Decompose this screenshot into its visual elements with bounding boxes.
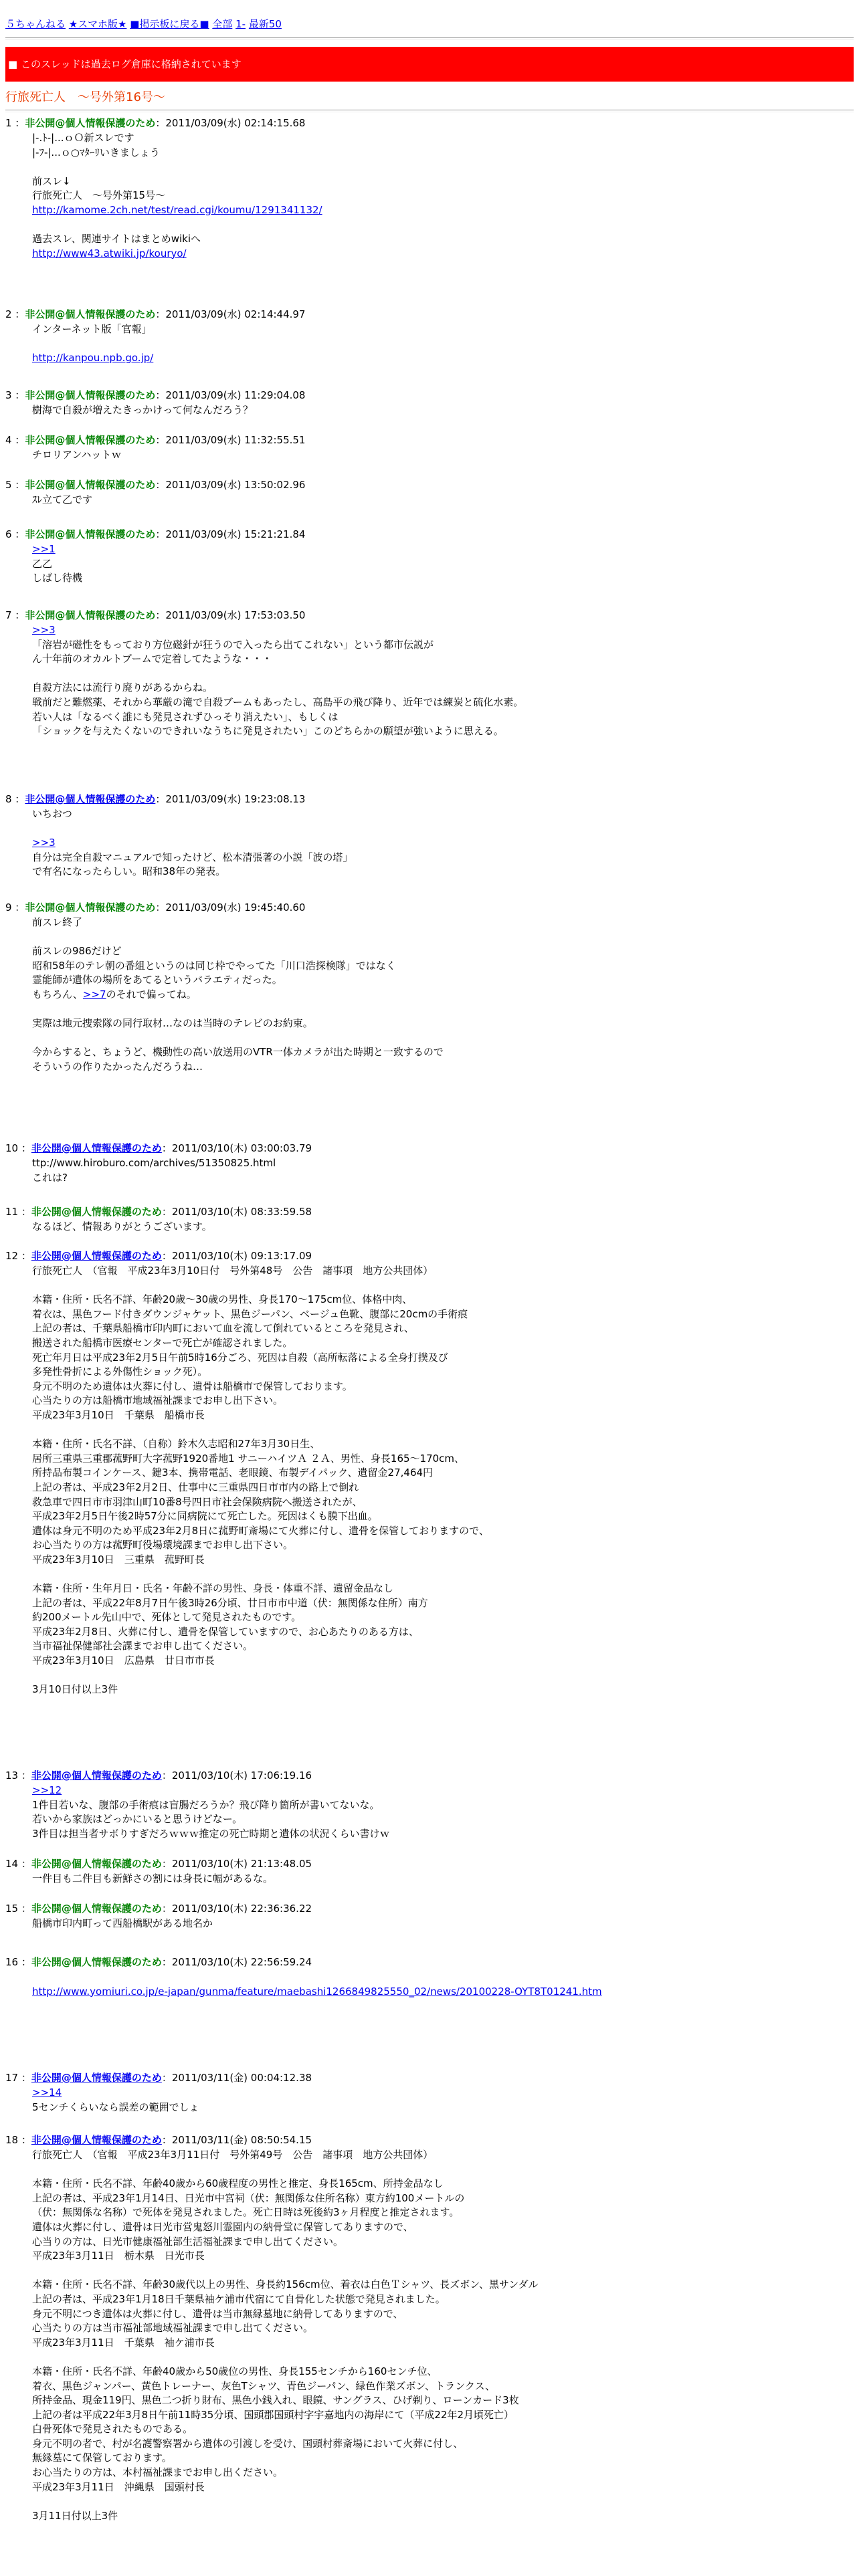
post-line [32, 2350, 848, 2365]
post-line [32, 1031, 848, 1046]
post-line: 若い人は「なるべく誰にも発見されずひっそり消えたい」、もしくは [32, 710, 339, 723]
post-line [32, 836, 848, 851]
post-date: ：2011/03/11(金) 00:04:12.38 [161, 2072, 312, 2084]
poster-name: 非公開@個人情報保護のため [31, 1903, 162, 1915]
post-date: ：2011/03/10(木) 21:13:48.05 [161, 1858, 312, 1870]
post-body [32, 623, 848, 739]
poster-name[interactable]: 非公開@個人情報保護のため [31, 1250, 162, 1262]
post-line: 白骨死体で発見されたものである。 [32, 2423, 193, 2436]
post-number[interactable]: 5 ： [5, 479, 25, 491]
post-line: 行旅死亡人 （官報 平成23年3月10日付 号外第48号 公告 諸事項 地方公共団体） [32, 1265, 434, 1277]
poster-name: 非公開@個人情報保護のため [31, 1206, 162, 1218]
post-line: 無縁墓にて保管しております。 [32, 2452, 172, 2464]
post-date: ：2011/03/11(金) 08:50:54.15 [161, 2134, 312, 2146]
post-number[interactable]: 17 ： [5, 2072, 31, 2084]
reply-anchor-link[interactable]: >>14 [32, 2086, 62, 2099]
post-line [32, 667, 848, 681]
post-line: 樹海で自殺が増えたきっかけって何なんだろう？ [32, 404, 254, 416]
post-body [32, 1220, 848, 1235]
post-body [32, 1917, 848, 1931]
post-line: 所持金品、現金119円、黒色二つ折り財布、黒色小銭入れ、眼鏡、サングラス、ひげ剃り、ローンカード3枚 [32, 2394, 519, 2407]
post-line: 所持品布製コインケース、鍵3本、携帯電話、老眼鏡、布製デイパック、遺留金27,464円 [32, 1467, 434, 1479]
nav-link-5ch[interactable]: ５ちゃんねる [5, 18, 66, 30]
post-line: 本籍・住所・氏名不詳、年齢20歳～30歳の男性、身長170～175cm位、体格中肉、 [32, 1293, 413, 1306]
post-line: 本籍・住所・氏名不詳、年齢40歳から50歳位の男性、身長155センチから160センチ位、 [32, 2365, 438, 2377]
post-line: 前スレ終了 [32, 916, 83, 928]
reply-anchor-link[interactable]: >>12 [32, 1784, 62, 1796]
post-line: 身元不明のため遺体は火葬に付し、遺骨は船橋市で保管しております。 [32, 1380, 353, 1392]
post-date: ：2011/03/09(水) 17:53:03.50 [155, 609, 306, 621]
post-date: ：2011/03/09(水) 11:29:04.08 [155, 389, 306, 401]
post-date: ：2011/03/10(木) 22:56:59.24 [161, 1956, 312, 1968]
poster-name[interactable]: 非公開@個人情報保護のため [31, 1769, 162, 1782]
post-line: 身元不明の者で、村が名護警察署から遺体の引渡しを受け、国頭村葬斎場において火葬に付し、 [32, 2437, 464, 2450]
post-body [32, 403, 848, 418]
post-body [32, 493, 848, 508]
post-line: インターネット版「官報」 [32, 323, 152, 335]
divider [5, 37, 854, 40]
post-line: ｽﾚ立て乙です [32, 494, 93, 506]
post-line [32, 930, 848, 945]
post-header [5, 308, 305, 322]
post-number[interactable]: 16 ： [5, 1956, 31, 1968]
post-line: 3月11日付以上3件 [32, 2509, 118, 2522]
post-line: 居所三重県三重郡菰野町大字菰野1920番地1 サニーハイツＡ ２Ａ、男性、身長165～170cm、 [32, 1452, 465, 1465]
post-number[interactable]: 8 ： [5, 793, 25, 805]
post-header [5, 1902, 312, 1917]
post-line: 心当たりの方は当市福祉部地域福祉課まで申し出てください。 [32, 2322, 314, 2335]
post-header [5, 2071, 312, 2086]
post-header [5, 609, 305, 623]
post-header [5, 1857, 312, 1872]
post-number[interactable]: 7 ： [5, 609, 25, 621]
post-header [5, 901, 305, 916]
post-line: 乙乙 [32, 557, 53, 570]
post-line: 昭和58年のテレ朝の番組というのは同じ枠でやってた「川口浩探検隊」ではなく [32, 959, 396, 972]
post-number[interactable]: 14 ： [5, 1858, 31, 1870]
poster-name[interactable]: 非公開@個人情報保護のため [31, 2134, 162, 2146]
nav-link-all[interactable]: 全部 [212, 18, 233, 30]
post-body [32, 916, 848, 1075]
post-number[interactable]: 4 ： [5, 434, 25, 446]
post-header [5, 389, 305, 403]
post-header [5, 478, 305, 493]
post-line: もちろん、>>7のそれで偏ってね。 [32, 988, 197, 1000]
post-line [32, 1985, 848, 2000]
post-date: ：2011/03/10(木) 08:33:59.58 [161, 1206, 312, 1218]
post-line [32, 1002, 848, 1017]
post-number[interactable]: 3 ： [5, 389, 25, 401]
post-line [32, 247, 848, 261]
poster-name: 非公開@個人情報保護のため [25, 528, 156, 540]
post-body [32, 542, 848, 586]
post-line: 多発性骨折による外傷性ショック死）。 [32, 1366, 208, 1378]
post-line [32, 203, 848, 218]
post-line: 本籍・住所・氏名不詳、年齢40歳から60歳程度の男性と推定、身長165cm、所持金品なし [32, 2177, 444, 2190]
post-line: 平成23年3月11日 千葉県 袖ケ浦市長 [32, 2336, 215, 2349]
poster-name[interactable]: 非公開@個人情報保護のため [31, 1142, 162, 1154]
post-header [5, 2133, 312, 2148]
nav-link-latest50[interactable]: 最新50 [248, 18, 282, 30]
post-line [32, 1279, 848, 1293]
archived-banner: ■ このスレッドは過去ログ倉庫に格納されています [5, 47, 854, 82]
post-line: （伏：無関係な名称）で死体を発見されました。死亡日時は死後約3ヶ月程度と推定されます。 [32, 2206, 460, 2219]
post-line: 平成23年3月10日 千葉県 船橋市長 [32, 1408, 205, 1421]
post-body [32, 2086, 848, 2115]
post-line [32, 1669, 848, 1683]
post-date: ：2011/03/09(水) 02:14:44.97 [155, 308, 306, 320]
divider [5, 110, 854, 112]
thread-title: 行旅死亡人 ～号外第16号～ [5, 90, 165, 104]
post-line: 過去スレ、関連サイトはまとめwikiへ [32, 233, 201, 245]
reply-anchor-link[interactable]: >>3 [32, 837, 56, 849]
post-line: 平成23年3月11日 栃木県 日光市長 [32, 2250, 205, 2262]
post-header [5, 116, 305, 131]
post-number[interactable]: 12 ： [5, 1250, 31, 1262]
post-body [32, 1970, 848, 1999]
post-line: 平成23年3月11日 沖縄県 国頭村長 [32, 2480, 205, 2493]
post-line: で有名になったらしい。昭和38年の発表。 [32, 865, 226, 878]
poster-name: 非公開@個人情報保護のため [25, 389, 156, 401]
post-date: ：2011/03/10(木) 09:13:17.09 [161, 1250, 312, 1262]
post-line: 船橋市印内町って西船橋駅がある地名か [32, 1917, 213, 1929]
top-navigation [5, 17, 282, 32]
poster-name: 非公開@個人情報保護のため [31, 1858, 162, 1870]
post-header [5, 792, 305, 807]
post-header [5, 1205, 312, 1220]
post-header [5, 1249, 312, 1264]
post-body [32, 1156, 848, 1185]
post-line [32, 2264, 848, 2278]
post-line: 3月10日付以上3件 [32, 1683, 118, 1696]
post-line: 上記の者は平成22年3月8日午前11時35分頃、国頭郡国頭村字宇嘉地内の海岸にて（平成22年2月頃死亡） [32, 2408, 514, 2421]
post-number[interactable]: 2 ： [5, 308, 25, 320]
post-number[interactable]: 15 ： [5, 1903, 31, 1915]
post-line: 約200メートル先山中で、死体として発見されたものです。 [32, 1611, 302, 1624]
poster-name: 非公開@個人情報保護のため [25, 901, 156, 914]
post-line: 平成23年2月8日、火葬に付し、遺骨を保管していますので、お心あたりのある方は、 [32, 1625, 419, 1638]
post-line [32, 1970, 848, 1985]
url-link[interactable]: http://www43.atwiki.jp/kouryo/ [32, 247, 187, 259]
poster-name: 非公開@個人情報保護のため [25, 609, 156, 621]
post-line: 自殺方法には流行り廃りがあるからね。 [32, 681, 213, 694]
post-line [32, 2494, 848, 2509]
post-line [32, 623, 848, 638]
post-line: 上記の者は、平成23年1月18日千葉県袖ケ浦市代宿にて自骨化した状態で発見されました。 [32, 2292, 446, 2305]
post-line: 平成23年3月10日 広島県 廿日市市長 [32, 1654, 215, 1667]
post-line: 心当たりの方は船橋市地域福祉課までお申し出下さい。 [32, 1394, 284, 1407]
post-line: 行旅死亡人 ～号外第15号～ [32, 189, 166, 202]
post-number[interactable]: 6 ： [5, 528, 25, 540]
post-line: 平成23年2月5日午後2時57分に同病院にて死亡した。死因はくも膜下出血。 [32, 1510, 378, 1523]
post-line: 心当りの方は、日光市健康福祉部生活福祉課まで申し出てください。 [32, 2235, 344, 2248]
nav-link-board[interactable]: ■掲示板に戻る■ [130, 18, 209, 30]
post-line: 3件目は担当者サボりすぎだろｗｗｗ推定の死亡時期と遺体の状況くらい書けｗ [32, 1827, 390, 1840]
nav-link-smartphone[interactable]: ★スマホ版★ [68, 18, 127, 30]
post-date: ：2011/03/09(水) 02:14:15.68 [155, 117, 306, 129]
post-header [5, 1955, 312, 1970]
post-line: 今からすると、ちょうど、機動性の高い放送用のVTR一体カメラが出た時期と一致するので [32, 1046, 444, 1059]
post-line: 一件目も二件目も新鮮さの割には身長に幅があるな。 [32, 1872, 274, 1885]
post-line: 身元不明につき遺体は火葬に付し、遺骨は当市無縁墓地に納骨してありますので、 [32, 2307, 403, 2320]
post-line: 着衣は、黒色フード付きダウンジャケット、黒色ジーパン、ベージュ色靴、腹部に20cmの手術痕 [32, 1307, 468, 1320]
poster-name[interactable]: 非公開@個人情報保護のため [31, 2072, 162, 2084]
post-date: ：2011/03/10(木) 17:06:19.16 [161, 1769, 312, 1782]
post-line: 戦前だと難燃薬、それから華厳の滝で自殺ブームもあったし、高島平の飛び降り、近年では練炭と硫化水素。 [32, 695, 524, 708]
post-number[interactable]: 10 ： [5, 1142, 31, 1154]
poster-name: 非公開@個人情報保護のため [25, 308, 156, 320]
url-link[interactable]: http://kamome.2ch.net/test/read.cgi/koumu/1291341132/ [32, 203, 322, 216]
post-line [32, 2163, 848, 2177]
post-body [32, 807, 848, 879]
post-line: そういうの作りたかったんだろうね… [32, 1060, 203, 1073]
post-date: ：2011/03/09(水) 19:23:08.13 [155, 793, 306, 805]
reply-anchor-link[interactable]: >>1 [32, 543, 56, 555]
post-line: ん十年前のオカルトブームで定着してたような・・・ [32, 653, 272, 665]
post-line: いちおつ [32, 808, 72, 820]
post-date: ：2011/03/09(水) 19:45:40.60 [155, 901, 306, 914]
post-line [32, 1784, 848, 1798]
post-line: 遺体は火葬に付し、遺骨は日光市営鬼怒川霊園内の納骨堂に保管してありますので、 [32, 2220, 413, 2233]
nav-link-first[interactable]: 1- [235, 18, 246, 30]
post-line: 上記の者は、平成23年1月14日、日光市中宮祠（伏：無関係な住所名称）東方約100メートルの [32, 2191, 465, 2204]
post-line: 本籍・住所・氏名不詳、年齢30歳代以上の男性、身長約156cm位、着衣は白色Ｔシャツ、長ズボン、黒サンダル [32, 2278, 539, 2291]
post-line: 霊能師が遺体の場所をあてるというバラエティだった。 [32, 974, 282, 986]
post-line: 自分は完全自殺マニュアルで知ったけど、松本清張著の小説「波の塔」 [32, 851, 353, 863]
post-number[interactable]: 18 ： [5, 2134, 31, 2146]
post-header [5, 528, 305, 542]
post-body [32, 322, 848, 366]
post-line: チロリアンハットｗ [32, 449, 122, 461]
post-line: 上記の者は、平成23年2月2日、仕事中に三重県四日市市内の路上で倒れ [32, 1481, 359, 1493]
post-line: 死亡年月日は平成23年2月5日午前5時16分ごろ、死因は自殺（高所転落による全身打撲及び [32, 1351, 448, 1364]
post-date: ：2011/03/09(水) 15:21:21.84 [155, 528, 306, 540]
reply-anchor-link[interactable]: >>7 [82, 988, 106, 1000]
post-line: お心当たりの方は、本村福祉課までお申し出ください。 [32, 2466, 284, 2479]
post-body [32, 1872, 848, 1887]
post-body [32, 131, 848, 261]
post-line [32, 2086, 848, 2101]
reply-anchor-link[interactable]: >>3 [32, 624, 56, 636]
post-line: |-.ﾄ-|...ｏＯ新スレです [32, 132, 134, 144]
post-line [32, 351, 848, 366]
post-line: 1件目若いな、腹部の手術痕は盲腸だろうか？飛び降り箇所が書いてないな。 [32, 1798, 380, 1811]
post-header [5, 433, 305, 448]
post-line: 前スレの986だけど [32, 945, 122, 958]
poster-name: 非公開@個人情報保護のため [31, 1956, 162, 1968]
post-line: 本籍・住所・氏名不詳、（自称）鈴木久志昭和27年3月30日生、 [32, 1438, 320, 1451]
post-line [32, 337, 848, 352]
poster-name[interactable]: 非公開@個人情報保護のため [25, 793, 156, 805]
post-line: 上記の者は、平成22年8月7日午後3時26分頃、廿日市市中道（伏：無関係な住所）南方 [32, 1596, 428, 1609]
post-line: 「ショックを与えたくないのできれいなうちに発見されたい」このどちらかの願望が強いように思える。 [32, 725, 504, 738]
post-line: 遺体は身元不明のため平成23年2月8日に菰野町斎場にて火葬に付し、遺骨を保管しておりますので、 [32, 1524, 489, 1537]
post-line: 実際は地元捜索隊の同行取材…なのは当時のテレビのお約束。 [32, 1017, 313, 1030]
post-date: ：2011/03/09(水) 11:32:55.51 [155, 434, 306, 446]
post-line [32, 822, 848, 837]
post-line: お心当たりの方は菰野町役場環境課までお申し出下さい。 [32, 1539, 294, 1551]
post-body [32, 1784, 848, 1841]
post-date: ：2011/03/10(木) 03:00:03.79 [161, 1142, 312, 1154]
post-body [32, 448, 848, 463]
post-line: 救急車で四日市市羽津山町10番8号四日市社会保険病院へ搬送されたが、 [32, 1495, 363, 1508]
post-header [5, 1769, 312, 1784]
post-number[interactable]: 9 ： [5, 901, 25, 914]
post-line: 行旅死亡人 （官報 平成23年3月11日付 号外第49号 公告 諸事項 地方公共団体） [32, 2149, 434, 2161]
post-body [32, 2148, 848, 2523]
poster-name: 非公開@個人情報保護のため [25, 479, 156, 491]
post-line: 上記の者は、千葉県船橋市印内町において血を流して倒れているところを発見され、 [32, 1322, 414, 1335]
post-line [32, 1567, 848, 1582]
post-number[interactable]: 13 ： [5, 1769, 31, 1782]
url-link[interactable]: http://kanpou.npb.go.jp/ [32, 352, 154, 364]
post-line: 当市福祉保健部社会課までお申し出てください。 [32, 1640, 254, 1652]
post-line: 搬送された船橋市医療センターで死亡が確認されました。 [32, 1336, 293, 1349]
post-date: ：2011/03/09(水) 13:50:02.96 [155, 479, 306, 491]
post-line: なるほど、情報ありがとうございます。 [32, 1220, 212, 1232]
post-body [32, 1264, 848, 1697]
post-line [32, 542, 848, 557]
post-line: 5センチくらいなら誤差の範囲でしょ [32, 2101, 199, 2113]
post-date: ：2011/03/10(木) 22:36:36.22 [161, 1903, 312, 1915]
post-line: 本籍・住所・生年月日・氏名・年齢不詳の男性、身長・体重不詳、遺留金品なし [32, 1582, 394, 1595]
post-line: しばし待機 [32, 572, 83, 584]
post-line: ttp://www.hiroburo.com/archives/51350825.html [32, 1157, 276, 1169]
post-line: |-ﾌ-|...ｏ○ﾏﾀｰﾘいきましょう [32, 146, 160, 158]
poster-name: 非公開@個人情報保護のため [25, 117, 156, 129]
post-line [32, 218, 848, 233]
post-line: 着衣、黒色ジャンパー、黄色トレーナー、灰色Tシャツ、青色ジーパン、緑色作業ズボン、トランクス、 [32, 2379, 496, 2392]
post-line: 前スレ↓ [32, 175, 71, 187]
post-line: これは? [32, 1171, 68, 1184]
post-number[interactable]: 1 ： [5, 117, 25, 129]
post-header [5, 1142, 312, 1156]
post-line [32, 1423, 848, 1438]
post-number[interactable]: 11 ： [5, 1206, 31, 1218]
post-line [32, 160, 848, 175]
post-line: 「溶岩が磁性をもっており方位磁針が狂うので入ったら出てこれない」という都市伝説が [32, 638, 434, 651]
post-line: 若いから家族はどっかにいると思うけどなー。 [32, 1813, 243, 1826]
poster-name: 非公開@個人情報保護のため [25, 434, 156, 446]
url-link[interactable]: http://www.yomiuri.co.jp/e-japan/gunma/feature/maebashi1266849825550_02/news/20100228-OYT8T01241.htm [32, 1985, 602, 1998]
post-line: 平成23年3月10日 三重県 菰野町長 [32, 1553, 205, 1566]
